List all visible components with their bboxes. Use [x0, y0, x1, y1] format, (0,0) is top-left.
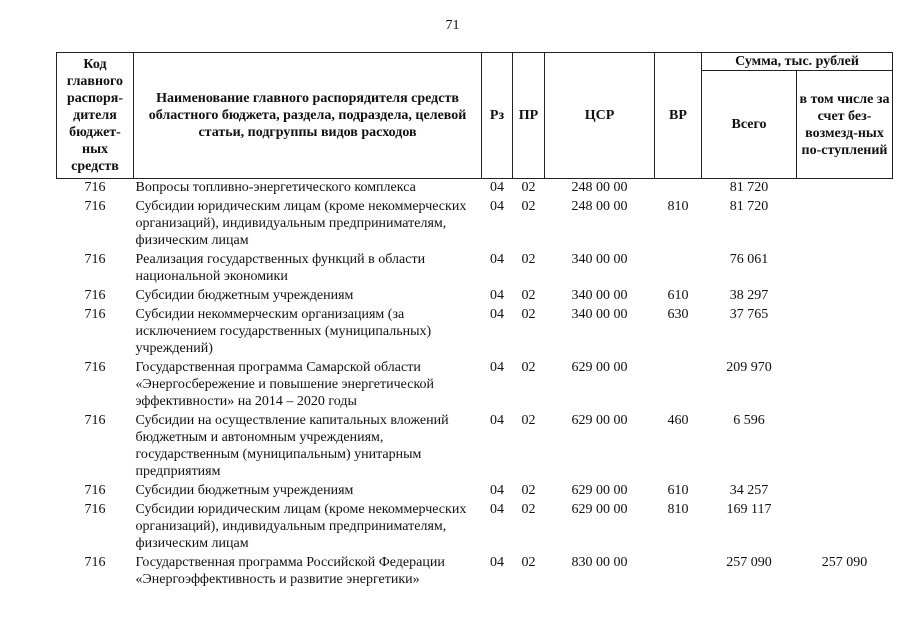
row-code: 716 [84, 502, 106, 517]
table-header [57, 53, 893, 179]
row-csr: 248 00 00 [571, 180, 628, 195]
row-name: Субсидии бюджетным учреждениям [135, 288, 354, 303]
header-total: Всего [702, 71, 797, 179]
row-csr: 629 00 00 [571, 502, 628, 517]
row-free [797, 179, 893, 199]
row-vr: 630 [667, 307, 689, 322]
row-free [797, 287, 893, 306]
row-name: Государственная программа Самарской области «Энергосбережение и повышение энергетической эффективности» на 2014 – 2020 годы [135, 360, 435, 409]
row-rz: 04 [490, 360, 504, 375]
table-row [57, 179, 893, 199]
row-rz: 04 [490, 555, 504, 570]
header-pr: ПР [513, 53, 545, 179]
row-csr: 340 00 00 [571, 288, 628, 303]
row-total: 6 596 [733, 413, 765, 428]
row-vr [655, 179, 702, 199]
header-rz: Рз [482, 53, 513, 179]
row-code: 716 [84, 252, 106, 267]
row-pr: 02 [521, 288, 536, 303]
row-csr: 830 00 00 [571, 555, 628, 570]
row-vr [655, 554, 702, 590]
row-name: Вопросы топливно-энергетического комплекса [135, 180, 416, 195]
row-pr: 02 [521, 413, 536, 428]
row-code: 716 [84, 555, 106, 570]
row-rz: 04 [490, 180, 504, 195]
row-vr: 460 [667, 413, 689, 428]
row-code: 716 [84, 288, 106, 303]
row-free [797, 359, 893, 412]
row-vr: 810 [667, 199, 689, 214]
row-free [797, 251, 893, 287]
row-csr: 340 00 00 [571, 252, 628, 267]
row-pr: 02 [521, 252, 536, 267]
row-rz: 04 [490, 252, 504, 267]
row-csr: 340 00 00 [571, 307, 628, 322]
row-total: 76 061 [729, 252, 769, 267]
row-name: Субсидии юридическим лицам (кроме некоммерческих организаций), индивидуальным предпринимателям, физическим лицам [135, 199, 467, 248]
row-free [797, 412, 893, 482]
row-name: Субсидии юридическим лицам (кроме некоммерческих организаций), индивидуальным предпринимателям, физическим лицам [135, 502, 467, 551]
row-total: 169 117 [726, 502, 772, 517]
row-rz: 04 [490, 502, 504, 517]
table-body [57, 179, 893, 591]
row-code: 716 [84, 483, 106, 498]
header-sum-group: Сумма, тыс. рублей [702, 53, 893, 71]
row-free [797, 501, 893, 554]
table-row [57, 198, 893, 251]
row-total: 81 720 [729, 199, 769, 214]
row-free [797, 198, 893, 251]
row-name: Субсидии бюджетным учреждениям [135, 483, 354, 498]
row-rz: 04 [490, 483, 504, 498]
row-csr: 629 00 00 [571, 413, 628, 428]
row-total: 257 090 [726, 555, 772, 570]
row-pr: 02 [521, 502, 536, 517]
row-vr: 610 [667, 288, 689, 303]
row-name: Субсидии на осуществление капитальных вложений бюджетным и автономным учреждениям, государственным (муниципальным) унитарным предприятиям [135, 413, 449, 479]
row-csr: 629 00 00 [571, 360, 628, 375]
table-row [57, 554, 893, 590]
row-rz: 04 [490, 288, 504, 303]
row-vr [655, 359, 702, 412]
row-pr: 02 [521, 307, 536, 322]
row-code: 716 [84, 180, 106, 195]
row-rz: 04 [490, 199, 504, 214]
row-total: 38 297 [729, 288, 769, 303]
row-csr: 248 00 00 [571, 199, 628, 214]
row-free [797, 306, 893, 359]
table-row [57, 501, 893, 554]
budget-table [56, 52, 893, 590]
row-total: 209 970 [726, 360, 772, 375]
row-name: Реализация государственных функций в области национальной экономики [135, 252, 426, 284]
row-code: 716 [84, 360, 106, 375]
table-row [57, 359, 893, 412]
row-total: 37 765 [729, 307, 769, 322]
table-row [57, 287, 893, 306]
row-pr: 02 [521, 360, 536, 375]
page-number: 71 [445, 18, 460, 33]
table-row [57, 306, 893, 359]
row-pr: 02 [521, 180, 536, 195]
row-pr: 02 [521, 199, 536, 214]
row-vr [655, 251, 702, 287]
row-code: 716 [84, 413, 106, 428]
header-free: в том числе за счет без-возмезд-ных по-ступлений [797, 71, 893, 179]
row-vr: 810 [667, 502, 689, 517]
header-name: Наименование главного распорядителя средств областного бюджета, раздела, подраздела, целевой статьи, подгруппы видов расходов [134, 53, 482, 179]
row-rz: 04 [490, 307, 504, 322]
row-rz: 04 [490, 413, 504, 428]
row-vr: 610 [667, 483, 689, 498]
row-csr: 629 00 00 [571, 483, 628, 498]
table-row [57, 482, 893, 501]
row-free [797, 482, 893, 501]
row-free: 257 090 [821, 555, 868, 570]
row-code: 716 [84, 307, 106, 322]
row-total: 34 257 [729, 483, 769, 498]
row-name: Субсидии некоммерческим организациям (за исключением государственных (муниципальных) учреждений) [135, 307, 432, 356]
row-pr: 02 [521, 483, 536, 498]
header-csr: ЦСР [545, 53, 655, 179]
table-row [57, 251, 893, 287]
header-code: Код главного распоря-дителя бюджет-ных средств [57, 53, 134, 179]
row-total: 81 720 [729, 180, 769, 195]
row-pr: 02 [521, 555, 536, 570]
header-vr: ВР [655, 53, 702, 179]
table-row [57, 412, 893, 482]
row-name: Государственная программа Российской Федерации «Энергоэффективность и развитие энергетики» [135, 555, 445, 587]
row-code: 716 [84, 199, 106, 214]
